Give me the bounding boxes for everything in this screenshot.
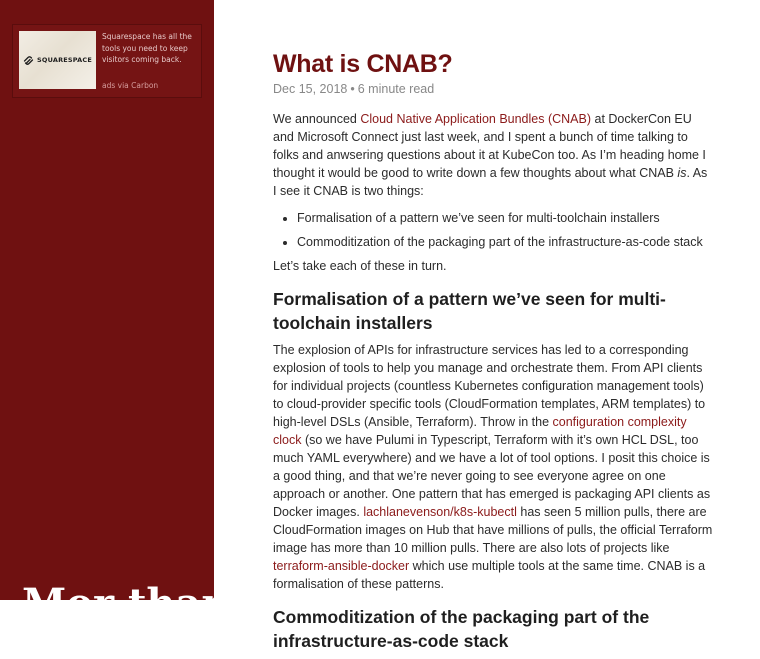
post-date: Dec 15, 2018 (273, 82, 348, 96)
ad-text[interactable]: Squarespace has all the tools you need to keep visitors coming back. (102, 32, 192, 64)
meta-separator: • (350, 82, 355, 96)
cnab-link[interactable]: Cloud Native Application Bundles (CNAB) (360, 112, 592, 126)
turn-paragraph: Let’s take each of these in turn. (273, 259, 447, 273)
section-heading-commoditization: Commoditization of the packaging part of the infrastructure-as-code stack (273, 607, 650, 651)
intro-text-3: . As I see it CNAB is two things: (273, 166, 708, 198)
body-paragraph (273, 341, 713, 593)
k8s-kubectl-link[interactable]: lachlanevenson/k8s-kubectl (363, 505, 517, 519)
sidebar (0, 0, 231, 627)
intro-paragraph (273, 110, 713, 200)
list-item: • Formalisation of a pattern we’ve seen for multi-toolchain installers (297, 209, 713, 227)
intro-text-1: We announced (273, 112, 361, 126)
body-text-3: has seen 5 million pulls, there are CloudFormation images on Hub that have millions of pulls, the official Terraform image has more than 10 million pulls. There are also lots of projects like (273, 505, 713, 555)
complexity-clock-link[interactable]: configuration complexity clock (273, 415, 687, 447)
intro-text-2: at DockerCon EU and Microsoft Connect just last week, and I spent a bunch of time talking to folks and anwsering questions about it at KubeCon too. As I’m heading home I thought it would be good to write down a few thoughts about what CNAB (273, 112, 706, 180)
squarespace-logo-icon (23, 56, 34, 65)
squarespace-logo (23, 56, 92, 65)
read-time: 6 minute read (357, 82, 435, 96)
intro-emphasis: is (677, 166, 687, 180)
section-heading-formalisation: Formalisation of a pattern we’ve seen for multi-toolchain installers (273, 289, 666, 333)
list-item: • Commoditization of the packaging part of the infrastructure-as-code stack (297, 233, 713, 251)
ad-image[interactable] (19, 31, 96, 89)
ad-via-link[interactable]: ads via Carbon (102, 81, 159, 90)
post-meta (273, 80, 713, 98)
sidebar-site-title[interactable]: Mor than (22, 580, 231, 627)
body-text-4: which use multiple tools at the same time. CNAB is a formalisation of these patterns. (273, 559, 706, 591)
cnab-points-list (273, 209, 713, 251)
carbon-ad[interactable] (12, 24, 202, 98)
body-text-2: (so we have Pulumi in Typescript, Terraform with it’s own HCL DSL, too much YAML everywhere) and we have a lot of tool options. I posit this choice is a good thing, and that we’re never going to see everyone agree on one approach or another. One pattern that has emerged is packaging API clients as Docker images. (273, 433, 711, 519)
article (273, 48, 713, 659)
squarespace-logo-text: SQUARESPACE (36, 56, 93, 64)
page-title: What is CNAB? (273, 50, 453, 78)
body-text-1: The explosion of APIs for infrastructure services has led to a corresponding explosion of tools to help you manage and orchestrate them. From API clients for individual projects (countless Kubernetes configuration management tools) to cloud-provider specific tools (CloudFormation templates, ARM templates) to high-level DSLs (Ansible, Terraform). Throw in the (273, 343, 706, 429)
terraform-ansible-docker-link[interactable]: terraform-ansible-docker (273, 559, 410, 573)
